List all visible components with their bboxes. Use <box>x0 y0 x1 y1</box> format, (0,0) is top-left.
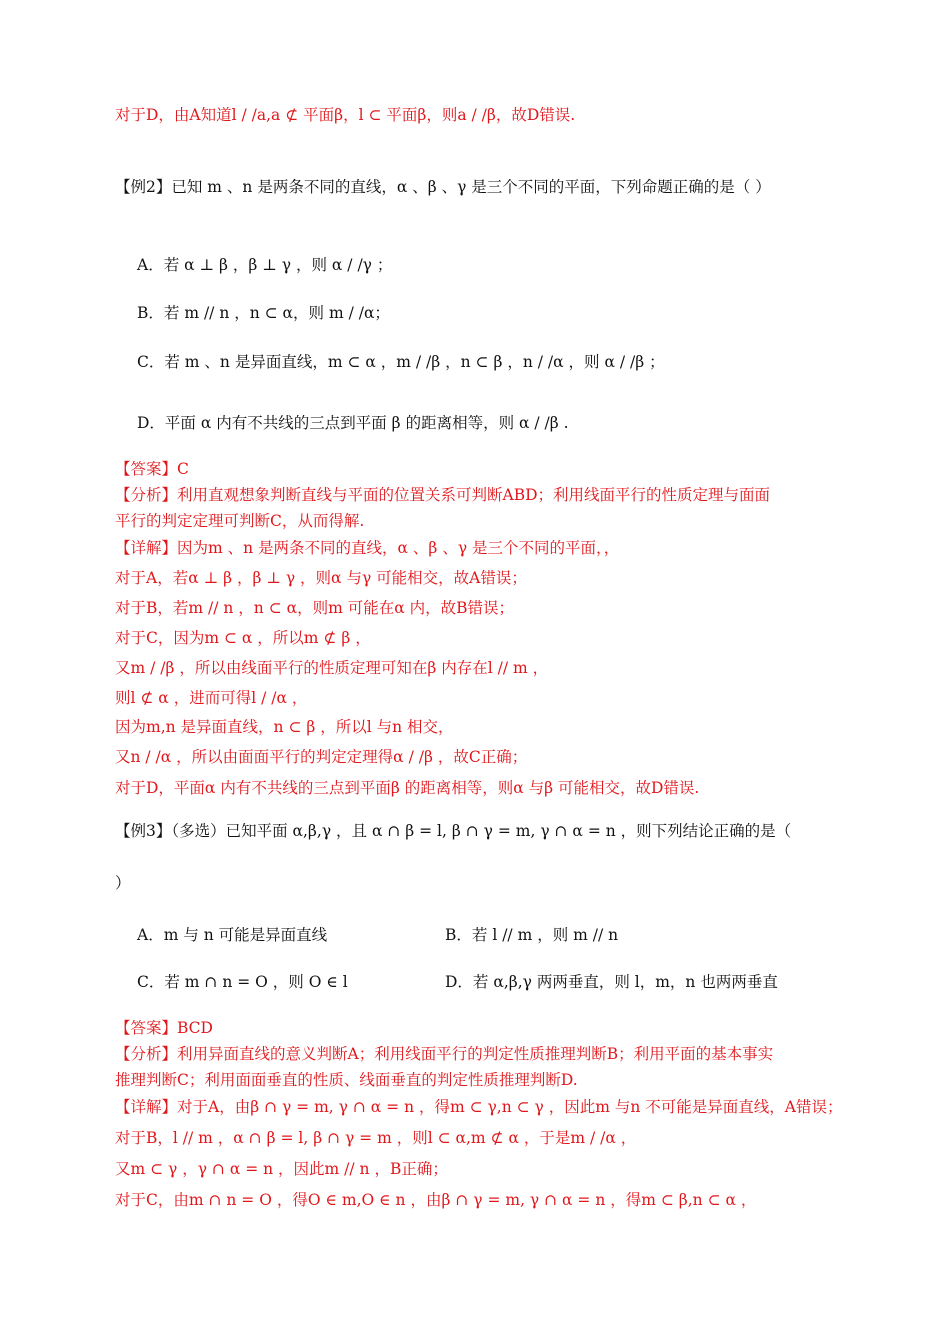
example1-option-d-explanation: 对于D，由A知道l / /a,a ⊄ 平面β，l ⊂ 平面β，则a / /β，故D错误. <box>115 106 576 124</box>
example3-detail-line: 又m ⊂ γ ，γ ∩ α = n ，因此m // n ，B正确； <box>115 1160 448 1178</box>
example3-analysis-line-2: 推理判断C；利用面面垂直的性质、线面垂直的判定性质推理判断D. <box>115 1071 578 1089</box>
example3-answer: 【答案】BCD <box>115 1019 213 1037</box>
example2-option-d: D．平面 α 内有不共线的三点到平面 β 的距离相等，则 α / /β . <box>137 414 569 432</box>
example2-detail-line: 因为m,n 是异面直线，n ⊂ β ，所以l 与n 相交， <box>115 718 454 736</box>
example2-option-a: A．若 α ⊥ β ，β ⊥ γ ，则 α / /γ ； <box>137 256 393 274</box>
example2-detail-line: 对于A，若α ⊥ β ，β ⊥ γ ，则α 与γ 可能相交，故A错误； <box>115 569 527 587</box>
example2-detail-line: 则l ⊄ α ，进而可得l / /α ， <box>115 689 308 707</box>
example2-analysis-line-2: 平行的判定定理可判断C，从而得解. <box>115 512 365 530</box>
example2-detail-line: 对于C，因为m ⊂ α ，所以m ⊄ β ， <box>115 629 371 647</box>
example3-detail-line: 对于B，l // m ，α ∩ β = l, β ∩ γ = m ，则l ⊂ α,m ⊄ α ，于是m / /α ， <box>115 1129 637 1147</box>
example2-detail-line: 对于B，若m // n ，n ⊂ α，则m 可能在α 内，故B错误； <box>115 599 514 617</box>
example2-answer: 【答案】C <box>115 460 189 478</box>
example2-option-c: C．若 m 、n 是异面直线，m ⊂ α ，m / /β ，n ⊂ β ，n / /α ，则 α / /β ； <box>137 353 665 371</box>
example2-detail-line: 【详解】因为m 、n 是两条不同的直线，α 、β 、γ 是三个不同的平面，， <box>115 539 620 557</box>
example2-analysis-line-1: 【分析】利用直观想象判断直线与平面的位置关系可判断ABD；利用线面平行的性质定理与面面 <box>115 486 771 504</box>
example3-option-c: C．若 m ∩ n = O ，则 O ∈ l <box>137 973 348 991</box>
example3-option-b: B．若 l // m ，则 m // n <box>445 926 619 944</box>
example2-detail-line: 对于D，平面α 内有不共线的三点到平面β 的距离相等，则α 与β 可能相交，故D错误. <box>115 779 700 797</box>
example2-option-b: B．若 m // n ，n ⊂ α，则 m / /α； <box>137 304 390 322</box>
example3-analysis-line-1: 【分析】利用异面直线的意义判断A；利用线面平行的判定性质推理判断B；利用平面的基本事实 <box>115 1045 774 1063</box>
example3-detail-line: 【详解】对于A，由β ∩ γ = m, γ ∩ α = n ，得m ⊂ γ,n ⊂ γ ，因此m 与n 不可能是异面直线，A错误； <box>115 1098 843 1116</box>
example3-detail-line: 对于C，由m ∩ n = O ，得O ∈ m,O ∈ n ，由β ∩ γ = m, γ ∩ α = n ，得m ⊂ β,n ⊂ α ， <box>115 1191 757 1209</box>
example2-detail-line: 又m / /β ，所以由线面平行的性质定理可知在β 内存在l // m ， <box>115 659 549 677</box>
example3-option-a: A．m 与 n 可能是异面直线 <box>137 926 328 944</box>
example2-stem: 【例2】已知 m 、n 是两条不同的直线，α 、β 、γ 是三个不同的平面，下列命题正确的是（ ） <box>115 178 771 196</box>
example3-stem-line-2: ） <box>115 874 131 892</box>
example3-stem-line-1: 【例3】（多选）已知平面 α,β,γ ，且 α ∩ β = l, β ∩ γ = m, γ ∩ α = n ，则下列结论正确的是（ <box>115 822 792 840</box>
example2-detail-line: 又n / /α ，所以由面面平行的判定定理得α / /β ，故C正确； <box>115 748 528 766</box>
example3-option-d: D．若 α,β,γ 两两垂直，则 l，m，n 也两两垂直 <box>445 973 778 991</box>
